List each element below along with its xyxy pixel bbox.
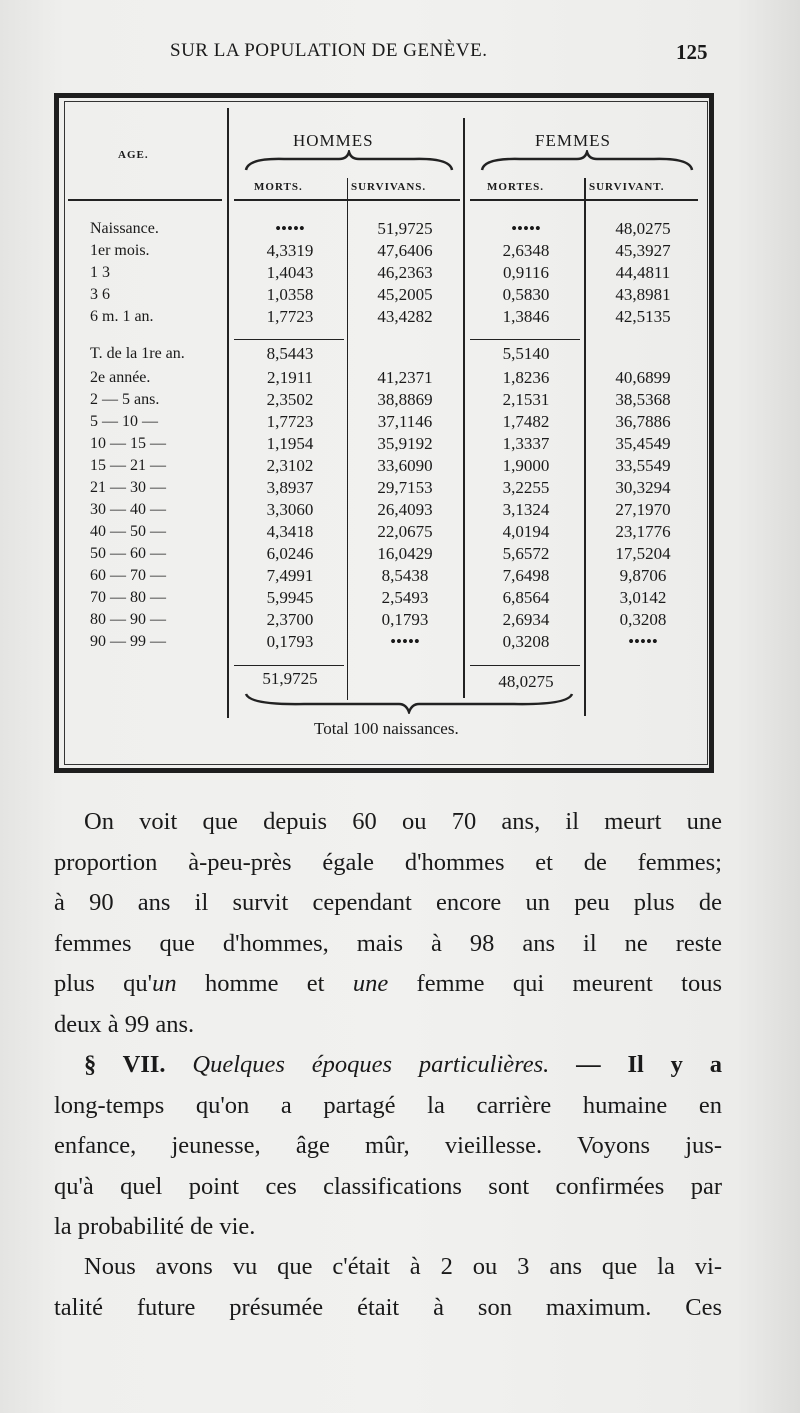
age-cell: 70 — 80 —: [90, 589, 166, 606]
morts-cell: 5,9945: [266, 588, 314, 607]
text-line: § VII. Quelques époques particulières. — Il y a: [84, 1051, 723, 1078]
mortes-cell: 6,8564: [502, 588, 550, 607]
survivant-cell: 9,8706: [619, 566, 667, 585]
mortes-cell: 3,1324: [502, 500, 550, 519]
morts-cell: 2,3502: [266, 390, 314, 409]
age-cell: 30 — 40 —: [90, 501, 166, 518]
morts-cell: 1,4043: [266, 263, 314, 282]
survivans-cell: 2,5493: [381, 588, 429, 607]
survivant-cell: 43,8981: [615, 285, 671, 304]
survivans-cell: 43,4282: [377, 307, 433, 326]
header-femmes: FEMMES: [535, 131, 611, 150]
morts-cell: 4,3319: [266, 241, 314, 260]
survivant-cell: 36,7886: [615, 412, 671, 431]
table-divider-age: [227, 108, 229, 718]
morts-cell: 2,3102: [266, 456, 314, 475]
header-hommes: HOMMES: [293, 131, 374, 150]
text-line: talité future présumée était à son maximum. Ces: [54, 1293, 722, 1321]
age-cell: 60 — 70 —: [90, 567, 166, 584]
survivant-cell: 45,3927: [615, 241, 671, 260]
text-line: Nous avons vu que c'était à 2 ou 3 ans que la vi-: [84, 1253, 722, 1280]
mortes-cell: 1,7482: [502, 412, 550, 431]
survivans-cell: 47,6406: [377, 241, 433, 260]
header-survivant: SURVIVANT.: [589, 181, 665, 193]
table-divider-femmes: [584, 178, 586, 716]
rule-total-hommes: [234, 665, 344, 666]
survivans-cell: 29,7153: [377, 478, 433, 497]
italic-une: une: [352, 970, 389, 997]
morts-cell: 8,5443: [266, 344, 314, 363]
survivans-cell: 45,2005: [377, 285, 433, 304]
text-line: On voit que depuis 60 ou 70 ans, il meurt une: [84, 808, 722, 835]
survivans-cell: 0,1793: [381, 610, 429, 629]
text-line: plus qu'un homme et une femme qui meurent tous: [54, 970, 722, 997]
total-femmes: 48,0275: [498, 672, 554, 691]
survivans-cell: 37,1146: [377, 412, 433, 431]
mortes-cell: 4,0194: [502, 522, 550, 541]
survivans-cell: 46,2363: [377, 263, 433, 282]
morts-cell: 0,1793: [266, 632, 314, 651]
age-cell: 6 m. 1 an.: [90, 308, 154, 325]
age-cell: 1er mois.: [90, 242, 150, 259]
text-line: long-temps qu'on a partagé la carrière humaine en: [54, 1091, 722, 1119]
mortes-cell: 1,3337: [502, 434, 550, 453]
text-line: à 90 ans il survit cependant encore un peu plus de: [54, 889, 722, 916]
paragraph-2: [54, 1045, 722, 1248]
text-line: la probabilité de vie.: [54, 1213, 256, 1240]
rule-subtotal-hommes: [234, 339, 344, 340]
table-divider-hommes: [347, 178, 348, 700]
mortes-cell: 0,3208: [502, 632, 550, 651]
age-cell: 10 — 15 —: [90, 435, 166, 452]
survivant-cell: 40,6899: [615, 368, 671, 387]
age-cell: 2e année.: [90, 369, 151, 386]
paragraph-1: [54, 802, 722, 1045]
age-cell: 5 — 10 —: [90, 413, 158, 430]
mortes-cell: 2,1531: [502, 390, 550, 409]
survivans-cell: 22,0675: [377, 522, 433, 541]
mortes-cell: •••••: [511, 219, 541, 238]
survivant-cell: 3,0142: [619, 588, 667, 607]
morts-cell: 7,4991: [266, 566, 314, 585]
mortes-cell: 5,6572: [502, 544, 550, 563]
survivant-cell: 42,5135: [615, 307, 671, 326]
mortes-cell: 1,3846: [502, 307, 550, 326]
mortes-cell: 5,5140: [502, 344, 550, 363]
total-hommes: 51,9725: [262, 669, 318, 688]
mortes-cell: 0,9116: [502, 263, 550, 282]
morts-cell: 1,0358: [266, 285, 314, 304]
age-cell: 1 3: [90, 264, 110, 281]
age-cell: 2 — 5 ans.: [90, 391, 160, 408]
survivant-cell: •••••: [628, 632, 658, 651]
survivans-cell: 33,6090: [377, 456, 433, 475]
morts-cell: 3,8937: [266, 478, 314, 497]
page-number: 125: [676, 40, 708, 64]
survivant-cell: 44,4811: [615, 263, 671, 282]
survivans-cell: 38,8869: [377, 390, 433, 409]
running-head: SUR LA POPULATION DE GENÈVE.: [170, 40, 488, 61]
rule-age-header: [68, 199, 222, 201]
morts-cell: 6,0246: [266, 544, 314, 563]
mortes-cell: 2,6348: [502, 241, 550, 260]
header-survivans: SURVIVANS.: [351, 181, 427, 193]
morts-cell: 4,3418: [266, 522, 314, 541]
survivant-cell: 48,0275: [615, 219, 671, 238]
survivant-cell: 33,5549: [615, 456, 671, 475]
survivans-cell: 8,5438: [381, 566, 429, 585]
section-number: § VII.: [84, 1051, 166, 1078]
text-line: femmes que d'hommes, mais à 98 ans il ne reste: [54, 929, 722, 957]
morts-cell: 1,1954: [266, 434, 314, 453]
rule-femmes-header: [470, 199, 698, 201]
total-brace: [244, 692, 574, 714]
morts-cell: 2,1911: [266, 368, 314, 387]
table-divider-sex: [463, 118, 465, 698]
text-line: enfance, jeunesse, âge mûr, vieillesse. Voyons jus-: [54, 1132, 722, 1159]
survivant-cell: 0,3208: [619, 610, 667, 629]
survivans-cell: •••••: [390, 632, 420, 651]
survivant-cell: 38,5368: [615, 390, 671, 409]
header-age: AGE.: [118, 149, 149, 161]
survivant-cell: 27,1970: [615, 500, 671, 519]
survivans-cell: 26,4093: [377, 500, 433, 519]
morts-cell: 2,3700: [266, 610, 314, 629]
age-cell: 21 — 30 —: [90, 479, 166, 496]
text-line: proportion à-peu-près égale d'hommes et de femmes;: [54, 848, 722, 876]
survivant-cell: 30,3294: [615, 478, 671, 497]
age-cell: 80 — 90 —: [90, 611, 166, 628]
age-cell: Naissance.: [90, 220, 159, 237]
morts-cell: 3,3060: [266, 500, 314, 519]
italic-un: un: [152, 970, 177, 997]
survivans-cell: 16,0429: [377, 544, 433, 563]
mortes-cell: 1,9000: [502, 456, 550, 475]
mortes-cell: 3,2255: [502, 478, 550, 497]
age-cell: 50 — 60 —: [90, 545, 166, 562]
paragraph-3: [54, 1247, 722, 1328]
morts-cell: 1,7723: [266, 412, 314, 431]
section-title: Quelques époques particulières.: [192, 1051, 550, 1078]
morts-cell: 1,7723: [266, 307, 314, 326]
text-line: deux à 99 ans.: [54, 1010, 195, 1038]
header-morts: MORTS.: [254, 181, 303, 193]
age-cell: 90 — 99 —: [90, 633, 166, 650]
rule-total-femmes: [470, 665, 580, 666]
survivant-cell: 35,4549: [615, 434, 671, 453]
rule-hommes-header: [234, 199, 460, 201]
age-cell: 40 — 50 —: [90, 523, 166, 540]
age-cell: T. de la 1re an.: [90, 345, 185, 362]
mortes-cell: 2,6934: [502, 610, 550, 629]
survivant-cell: 17,5204: [615, 544, 671, 563]
survivans-cell: 41,2371: [377, 368, 433, 387]
survivant-cell: 23,1776: [615, 522, 671, 541]
survivans-cell: 35,9192: [377, 434, 433, 453]
mortes-cell: 7,6498: [502, 566, 550, 585]
morts-cell: •••••: [275, 219, 305, 238]
header-mortes: MORTES.: [487, 181, 545, 193]
rule-subtotal-femmes: [470, 339, 580, 340]
survivans-cell: 51,9725: [377, 219, 433, 238]
total-label: Total 100 naissances.: [314, 719, 459, 738]
age-cell: 15 — 21 —: [90, 457, 166, 474]
mortes-cell: 0,5830: [502, 285, 550, 304]
text-line: qu'à quel point ces classifications sont confirmées par: [54, 1172, 722, 1200]
femmes-brace: [480, 150, 694, 172]
mortes-cell: 1,8236: [502, 368, 550, 387]
age-cell: 3 6: [90, 286, 110, 303]
hommes-brace: [244, 150, 454, 172]
